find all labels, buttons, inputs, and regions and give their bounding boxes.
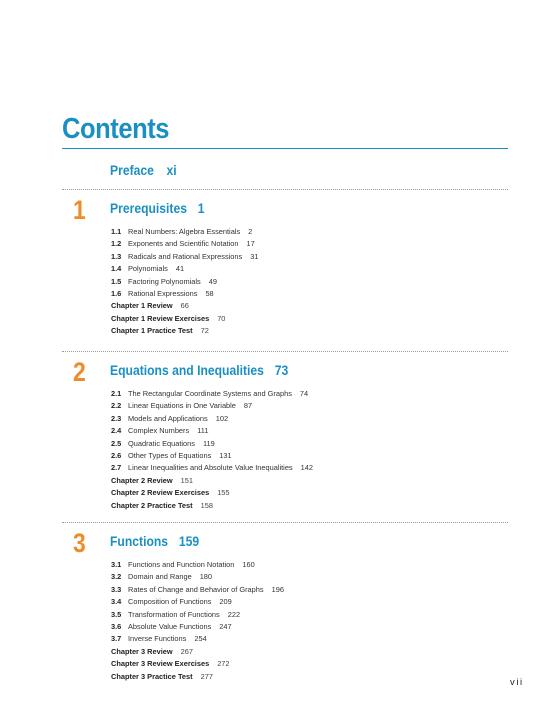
section-page: 160 (242, 560, 255, 569)
review-entry[interactable] (111, 475, 313, 487)
section-page: 119 (202, 438, 215, 448)
section-number: 3.7 (111, 634, 122, 644)
section-page: 2 (248, 227, 253, 236)
section-title: Polynomials (128, 264, 168, 274)
chapter-number: 2 (73, 357, 86, 387)
section-entry[interactable] (111, 288, 258, 300)
section-entry[interactable] (111, 450, 313, 462)
section-number: 3.1 (111, 560, 122, 569)
section-entry[interactable] (111, 251, 258, 263)
section-page: 58 (205, 288, 214, 298)
section-number: 2.7 (111, 463, 122, 473)
chapter-title[interactable] (110, 201, 205, 216)
section-title: Other Types of Equations (128, 450, 212, 460)
section-number: 2.3 (111, 413, 122, 423)
review-page: 72 (200, 326, 209, 336)
section-number: 2.1 (111, 389, 122, 398)
section-page: 31 (250, 251, 259, 261)
section-entry[interactable] (111, 621, 284, 633)
review-page: 155 (217, 488, 230, 498)
page-number: vii (510, 677, 524, 688)
section-number: 3.6 (111, 621, 122, 631)
section-page: 74 (299, 389, 309, 398)
review-title: Chapter 3 Review Exercises (111, 659, 210, 669)
section-page: 102 (215, 413, 229, 423)
section-entry[interactable] (111, 263, 258, 275)
review-entry[interactable] (111, 300, 258, 312)
section-page: 196 (271, 584, 284, 594)
section-page: 49 (208, 276, 217, 286)
chapter-page: 1 (197, 201, 205, 216)
review-title: Chapter 2 Review Exercises (111, 488, 210, 498)
section-number: 3.5 (111, 609, 122, 619)
section-entry[interactable] (111, 425, 313, 437)
section-number: 2.6 (111, 450, 122, 460)
section-number: 2.2 (111, 401, 122, 411)
chapter-page: 73 (274, 363, 289, 378)
section-number: 3.2 (111, 572, 122, 582)
section-list (111, 388, 313, 512)
chapter-divider (62, 189, 508, 190)
section-page: 247 (219, 621, 232, 631)
section-title: Radicals and Rational Expressions (128, 251, 243, 261)
section-page: 209 (219, 597, 232, 607)
section-number: 1.2 (111, 239, 122, 249)
section-page: 131 (219, 450, 232, 460)
section-title: Complex Numbers (128, 426, 190, 436)
review-title: Chapter 2 Review (111, 475, 173, 485)
section-page: 17 (246, 239, 255, 249)
section-number: 1.5 (111, 276, 122, 286)
section-title: Linear Equations in One Variable (128, 401, 236, 411)
section-entry[interactable] (111, 584, 284, 596)
chapter-title-text: Equations and Inequalities (110, 363, 264, 378)
review-page: 272 (217, 659, 230, 669)
review-page: 66 (180, 301, 189, 311)
section-entry[interactable] (111, 462, 313, 474)
chapter-title-text: Functions (110, 534, 169, 549)
section-entry[interactable] (111, 438, 313, 450)
section-title: Exponents and Scientific Notation (128, 239, 239, 249)
review-title: Chapter 1 Review Exercises (111, 313, 210, 323)
review-title: Chapter 1 Review (111, 301, 173, 311)
section-entry[interactable] (111, 388, 313, 400)
review-entry[interactable] (111, 325, 258, 337)
section-number: 1.3 (111, 251, 122, 261)
review-title: Chapter 2 Practice Test (111, 500, 193, 510)
chapter-title[interactable] (110, 534, 199, 549)
section-title: Real Numbers: Algebra Essentials (128, 227, 241, 236)
section-page: 87 (243, 401, 253, 411)
section-entry[interactable] (111, 633, 284, 645)
section-page: 222 (227, 609, 241, 619)
chapter-title-text: Prerequisites (110, 201, 187, 216)
chapter-number: 3 (73, 528, 86, 558)
preface-page: xi (166, 163, 177, 178)
section-page: 254 (194, 634, 207, 644)
section-number: 1.6 (111, 288, 122, 298)
section-number: 3.3 (111, 584, 122, 594)
section-page: 180 (199, 572, 213, 582)
review-page: 151 (180, 475, 193, 485)
section-number: 2.4 (111, 426, 122, 436)
review-title: Chapter 3 Practice Test (111, 671, 193, 681)
section-entry[interactable] (111, 238, 258, 250)
chapter-number: 1 (73, 195, 86, 225)
section-page: 111 (197, 426, 209, 436)
section-page: 142 (300, 463, 313, 473)
section-title: Inverse Functions (128, 634, 187, 644)
chapter-divider (62, 522, 508, 523)
section-title: Quadratic Equations (128, 438, 195, 448)
page-title: Contents (62, 113, 170, 145)
section-title: Rates of Change and Behavior of Graphs (128, 584, 264, 594)
section-entry[interactable] (111, 559, 284, 571)
section-title: Composition of Functions (128, 597, 212, 607)
section-title: Absolute Value Functions (128, 621, 212, 631)
section-title: Models and Applications (128, 413, 208, 423)
section-entry[interactable] (111, 276, 258, 288)
review-title: Chapter 3 Review (111, 646, 173, 656)
section-entry[interactable] (111, 226, 258, 238)
section-title: The Rectangular Coordinate Systems and Graphs (128, 389, 292, 398)
review-page: 267 (180, 646, 193, 656)
section-title: Transformation of Functions (128, 609, 220, 619)
review-page: 158 (200, 500, 213, 510)
title-rule (62, 148, 508, 149)
review-entry[interactable] (111, 671, 284, 683)
review-entry[interactable] (111, 658, 284, 670)
section-number: 1.1 (111, 227, 122, 236)
review-title: Chapter 1 Practice Test (111, 326, 193, 336)
section-title: Rational Expressions (128, 288, 198, 298)
review-entry[interactable] (111, 487, 313, 499)
section-title: Linear Inequalities and Absolute Value Inequalities (128, 463, 293, 473)
review-entry[interactable] (111, 500, 313, 512)
section-title: Factoring Polynomials (128, 276, 201, 286)
review-entry[interactable] (111, 646, 284, 658)
section-title: Domain and Range (128, 572, 192, 582)
section-entry[interactable] (111, 413, 313, 425)
section-list (111, 226, 258, 338)
section-entry[interactable] (111, 609, 284, 621)
preface-entry[interactable] (110, 163, 177, 178)
chapter-title[interactable] (110, 363, 288, 378)
section-page: 41 (175, 264, 185, 274)
chapter-page: 159 (178, 534, 200, 549)
chapter-divider (62, 351, 508, 352)
section-number: 1.4 (111, 264, 122, 274)
preface-label: Preface (110, 163, 154, 178)
review-page: 70 (217, 313, 226, 323)
section-number: 2.5 (111, 438, 122, 448)
section-entry[interactable] (111, 571, 284, 583)
section-number: 3.4 (111, 597, 122, 607)
review-page: 277 (200, 671, 213, 681)
section-entry[interactable] (111, 400, 313, 412)
section-title: Functions and Function Notation (128, 560, 235, 569)
section-entry[interactable] (111, 596, 284, 608)
section-list (111, 559, 284, 683)
review-entry[interactable] (111, 313, 258, 325)
